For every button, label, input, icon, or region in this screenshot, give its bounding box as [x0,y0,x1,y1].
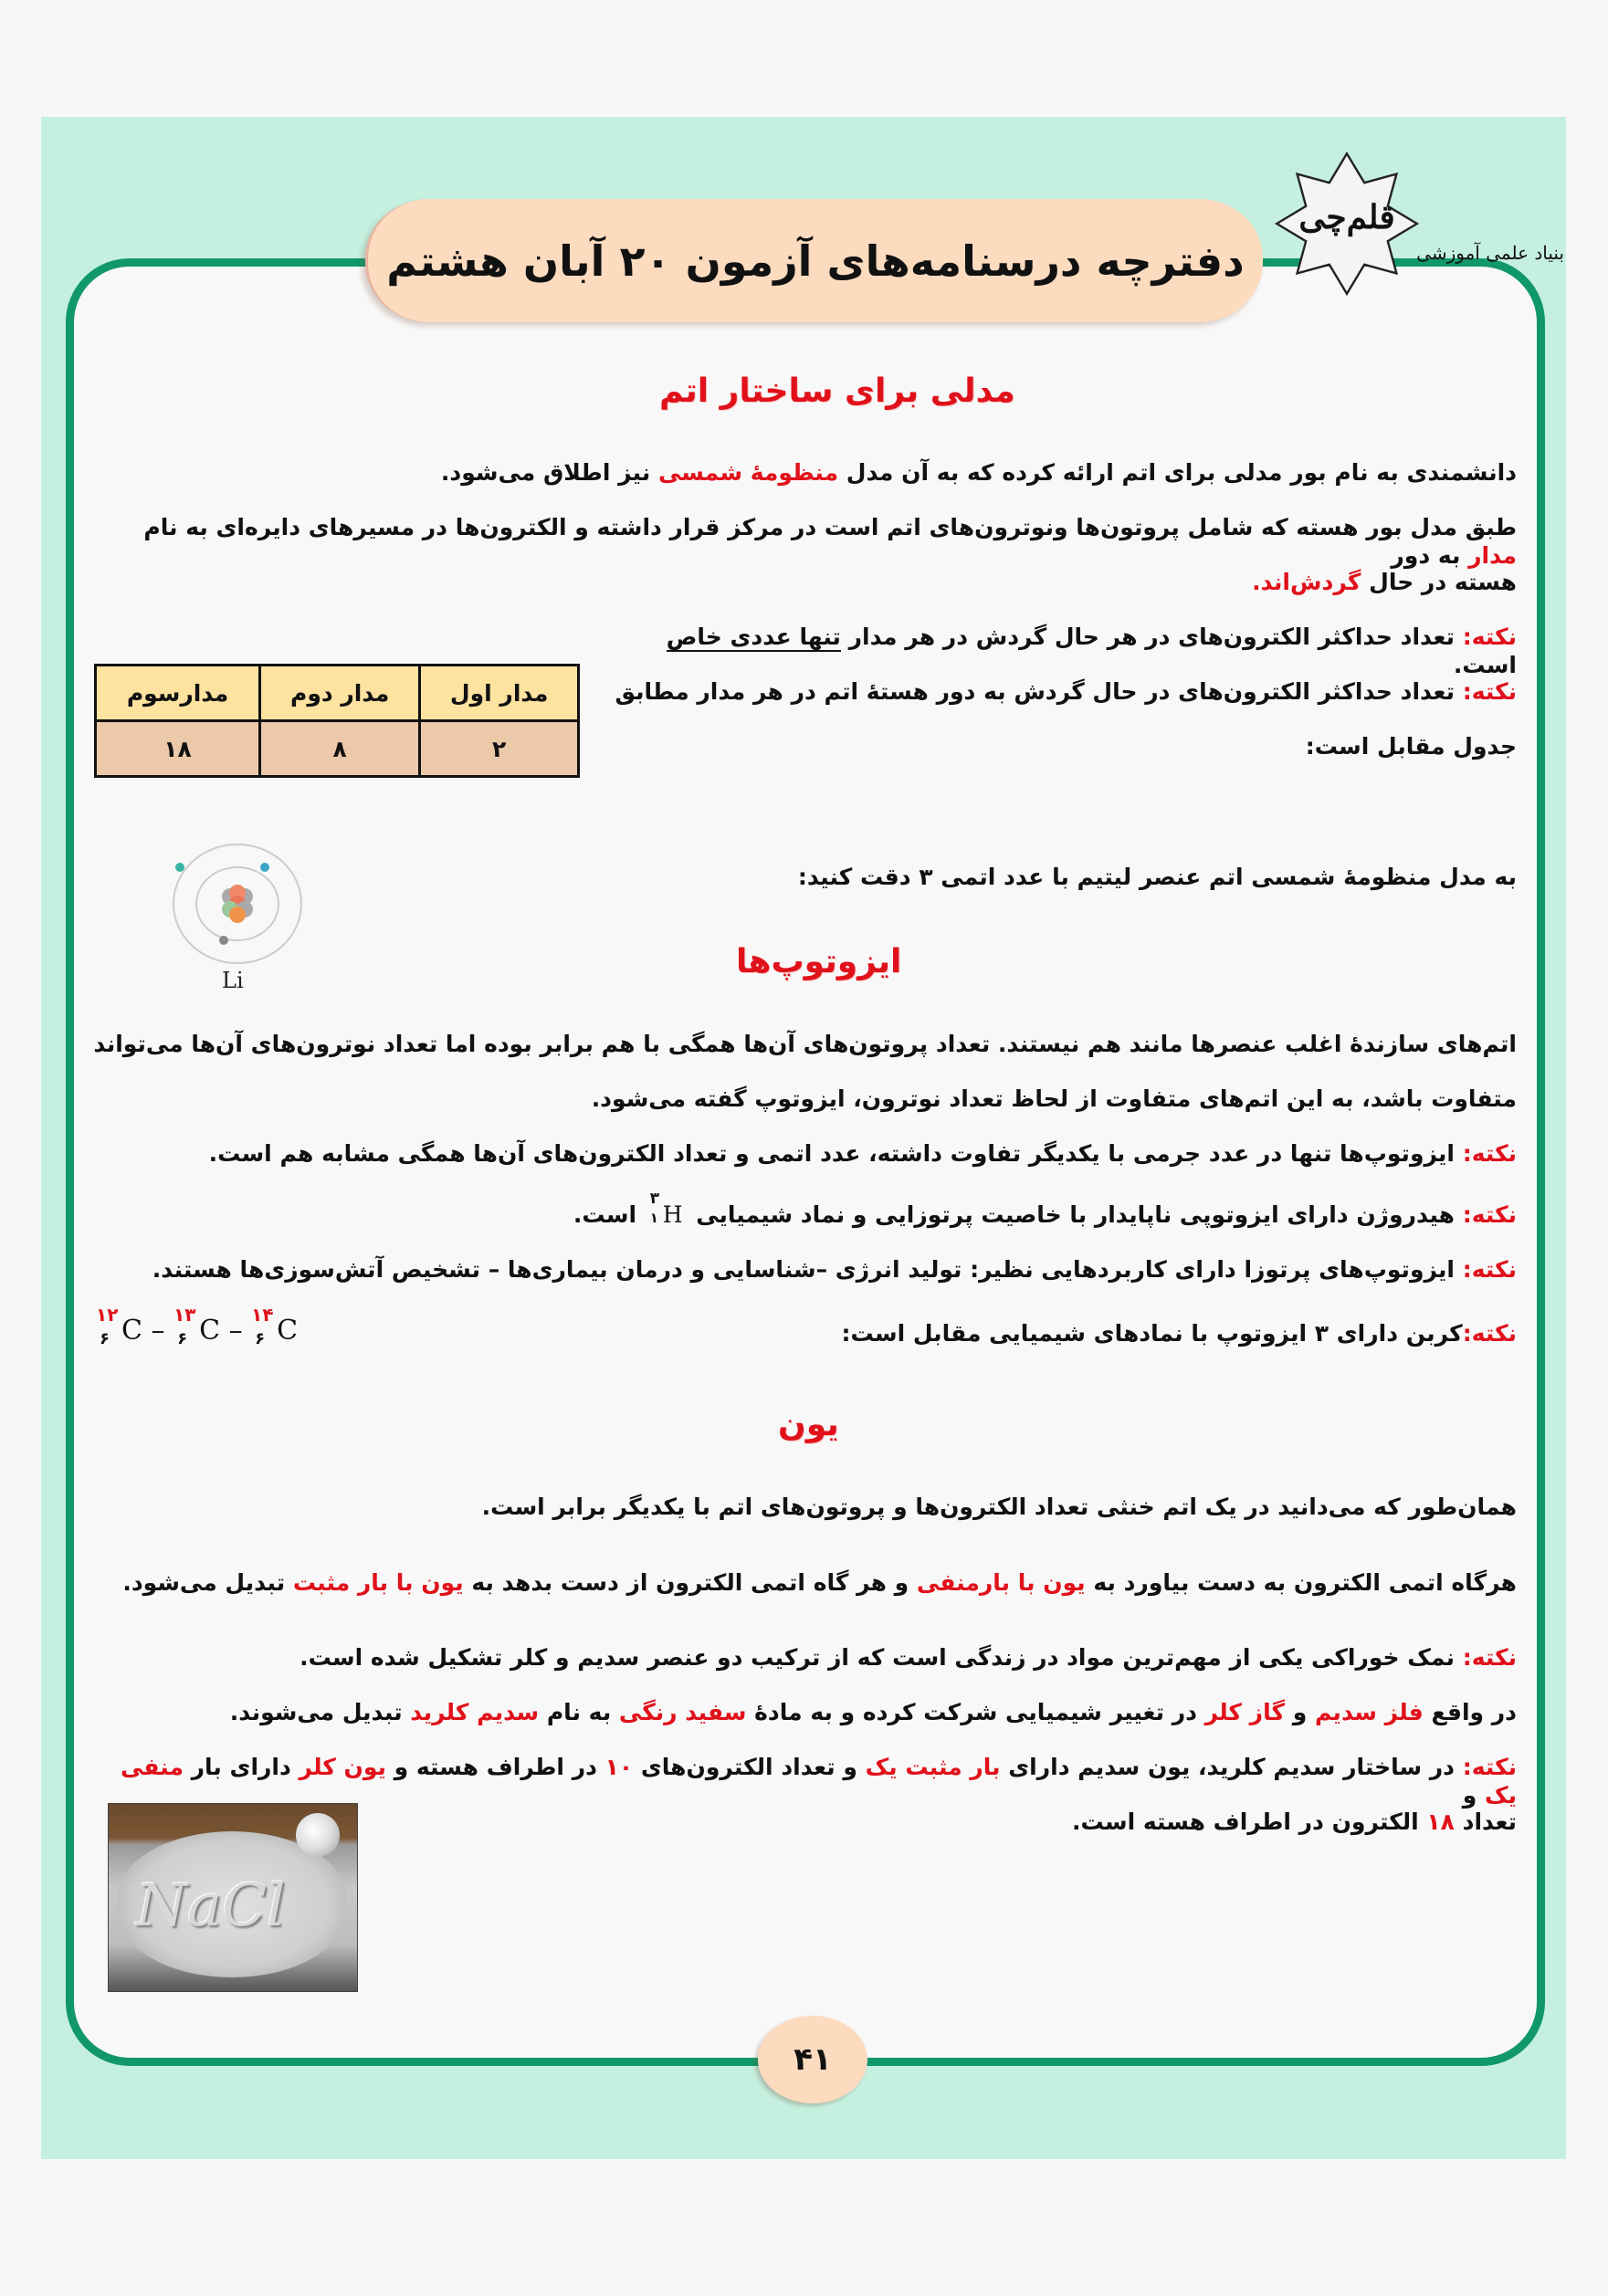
text: متفاوت باشد، به این اتم‌های متفاوت از لحاظ تعداد نوترون، ایزوتوپ گفته می‌شود. [591,1085,1517,1112]
text: طبق مدل بور هسته که شامل پروتون‌ها ونوترون‌های اتم است در مرکز قرار داشته و الکترون‌ها در مسیرهای دایره‌ای به نام [143,514,1517,540]
paragraph-sodium-chloride [92,1698,1517,1726]
table-header-cell: مدار دوم [260,666,420,721]
mass-number: ۱۳ [173,1304,196,1326]
nucleus-icon [222,885,253,923]
note-label: نکته: [1462,1256,1517,1283]
table-header-cell: مدار اول [420,666,579,721]
text: و هر گاه اتمی الکترون از دست بدهد به [463,1569,917,1596]
logo-brand: قلم‌چی [1298,198,1395,236]
paragraph-bohr-model-cont [92,568,1517,596]
note-orbit-table [604,677,1517,706]
text: هیدروژن دارای ایزوتوپی ناپایدار با خاصیت پرتوزایی و نماد شیمیایی [688,1201,1463,1228]
note-orbit-table-cont [604,732,1517,760]
element-symbol: C [121,1315,142,1347]
note-nacl-structure-cont [366,1808,1517,1836]
note-nacl-structure [92,1753,1517,1810]
element-symbol: C [277,1315,299,1347]
atomic-number: ۶ [177,1329,188,1348]
paragraph-isotopes-intro [92,1030,1517,1058]
text: در ساختار سدیم کلرید، یون سدیم دارای [1000,1754,1463,1780]
highlight-text: فلز سدیم [1314,1699,1424,1725]
text: به مدل منظومهٔ شمسی اتم عنصر لیتیم با عدد اتمی ۳ دقت کنید: [797,864,1517,890]
lithium-atom-diagram [146,831,329,986]
salt-nacl-image [108,1803,358,1992]
atomic-number: ۶ [255,1329,266,1348]
table-cell: ۲ [420,721,579,777]
mass-number: ۱۲ [96,1304,119,1326]
table-cell: ۱۸ [96,721,260,777]
carbon-13-symbol [173,1304,221,1348]
highlight-text: یون با بارمنفی [916,1569,1086,1596]
text: جدول مقابل است: [1305,733,1517,760]
text: به دور [1391,542,1469,570]
carbon-isotope-symbols [96,1304,299,1348]
section-title-atom-model: مدلی برای ساختار اتم [659,372,1015,410]
atom-label: Li [222,968,244,993]
text: همان‌طور که می‌دانید در یک اتم خنثی تعداد الکترون‌ها و پروتون‌های اتم با یکدیگر برابر است. [481,1494,1517,1520]
note-orbit-max [604,623,1517,680]
separator: – [151,1315,165,1347]
paragraph-bohr-model [92,513,1517,571]
text: اتم‌های سازندهٔ اغلب عنصرها مانند هم نیستند. تعداد پروتون‌های آن‌ها همگی با هم برابر بوده اما تعداد نوترون‌های آن‌ها می‌تواند [93,1031,1517,1057]
highlight-text: یون با بار مثبت [292,1569,464,1596]
text: و [1285,1699,1315,1725]
highlight-text: یون کلر [299,1754,386,1780]
text: هسته در حال [1361,569,1517,595]
note-isotope-mass [92,1139,1517,1168]
text: به نام [539,1699,619,1725]
header-banner [365,199,1263,322]
table-header-cell: مدارسوم [96,666,260,721]
note-label: نکته: [1462,678,1517,705]
salt-shaker-icon [296,1813,340,1857]
text: دارای بار [183,1754,300,1780]
highlight-text: منفی یک [120,1754,1517,1809]
note-label: نکته: [1462,624,1517,650]
highlight-text: ۱۸ [1426,1808,1455,1835]
note-carbon-isotopes [357,1319,1517,1347]
carbon-14-symbol [251,1304,299,1348]
text: هرگاه اتمی الکترون به دست بیاورد به [1085,1569,1517,1596]
text: و [1462,1782,1485,1809]
text: نمک خوراکی یکی از مهم‌ترین مواد در زندگی است که از ترکیب دو عنصر سدیم و کلر تشکیل شده است. [300,1644,1463,1671]
highlight-text: گردش‌اند. [1252,569,1361,595]
highlight-text: سدیم کلرید [410,1699,540,1725]
text: تعداد [1454,1808,1517,1835]
table-cell: ۸ [260,721,420,777]
highlight-text: منظومهٔ شمسی [657,459,839,486]
text: دانشمندی به نام بور مدلی برای اتم ارائه کرده که به آن مدل [838,459,1517,486]
table-row [96,721,579,777]
note-hydrogen-isotope [92,1190,1517,1229]
text: تبدیل می‌شوند. [229,1699,411,1725]
paragraph-neutral-atom [92,1493,1517,1521]
text: کربن دارای ۳ ایزوتوپ با نمادهای شیمیایی مقابل است: [841,1320,1463,1347]
publisher-logo [1274,151,1575,361]
atomic-number: ۶ [100,1329,110,1348]
text: در واقع [1423,1699,1517,1725]
carbon-12-symbol [96,1304,142,1348]
note-label: نکته: [1462,1320,1517,1347]
paragraph-ion-formation [92,1568,1517,1597]
highlight-text: مدار [1468,542,1517,570]
section-title-ion: یون [778,1406,839,1443]
text: در تغییر شیمیایی شرکت کرده و به مادهٔ [746,1699,1205,1725]
separator: – [228,1315,243,1347]
note-label: نکته: [1462,1644,1517,1671]
paragraph-isotopes-intro-cont [92,1085,1517,1113]
mass-number: ۳ [649,1190,660,1208]
note-label: نکته: [1462,1201,1517,1228]
paragraph-lithium [357,863,1517,891]
electron-icon [219,936,228,945]
electron-icon [260,863,269,872]
text: ایزوتوپ‌ها تنها در عدد جرمی با یکدیگر تفاوت داشته، عدد اتمی و تعداد الکترون‌های آن‌ها همگی مشابه هم است. [208,1140,1463,1167]
note-label: نکته: [1462,1140,1517,1167]
highlight-text: سفید رنگی [618,1699,747,1725]
note-label: نکته: [1462,1754,1517,1780]
orbit-capacity-table [94,664,580,778]
note-table-salt [92,1643,1517,1672]
logo-subtitle: بنیاد علمی آموزشی [1416,242,1564,264]
text: در اطراف هسته و [385,1754,605,1780]
text: تبدیل می‌شود. [122,1569,293,1596]
text: و تعداد الکترون‌های [633,1754,866,1780]
text: تعداد حداکثر الکترون‌های در حال گردش به دور هستهٔ اتم در هر مدار مطابق [615,678,1463,705]
hydrogen-isotope-symbol [649,1190,683,1229]
element-symbol: C [199,1315,221,1347]
table-header-row [96,666,579,721]
atomic-number: ۱ [649,1210,658,1226]
paragraph-bohr-intro [92,458,1517,487]
text: است. [573,1201,645,1228]
highlight-text: گاز کلر [1204,1699,1285,1725]
header-title: دفترچه درسنامه‌های آزمون ۲۰ آبان هشتم [386,236,1245,286]
highlight-text: بار مثبت یک [865,1754,1001,1780]
page-number: ۴۱ [758,2016,867,2103]
electron-icon [175,863,184,872]
text: است. [1453,652,1517,679]
nacl-label: NaCl [136,1872,286,1940]
underlined-text: تنها عددی خاص [666,624,841,650]
element-symbol: H [662,1201,683,1228]
text: ایزوتوپ‌های پرتوزا دارای کاربردهایی نظیر: تولید انرژی –شناسایی و درمان بیماری‌ها – تشخیص آتش‌سوزی‌ها هستند. [152,1256,1463,1283]
text: الکترون در اطراف هسته است. [1072,1808,1427,1835]
text: نیز اطلاق می‌شود. [440,459,658,486]
text: تعداد حداکثر الکترون‌های در هر حال گردش در هر مدار [840,624,1463,650]
note-radioactive-uses [92,1255,1517,1284]
highlight-text: ۱۰ [604,1754,634,1780]
section-title-isotopes: ایزوتوپ‌ها [736,943,902,980]
mass-number: ۱۴ [251,1304,274,1326]
